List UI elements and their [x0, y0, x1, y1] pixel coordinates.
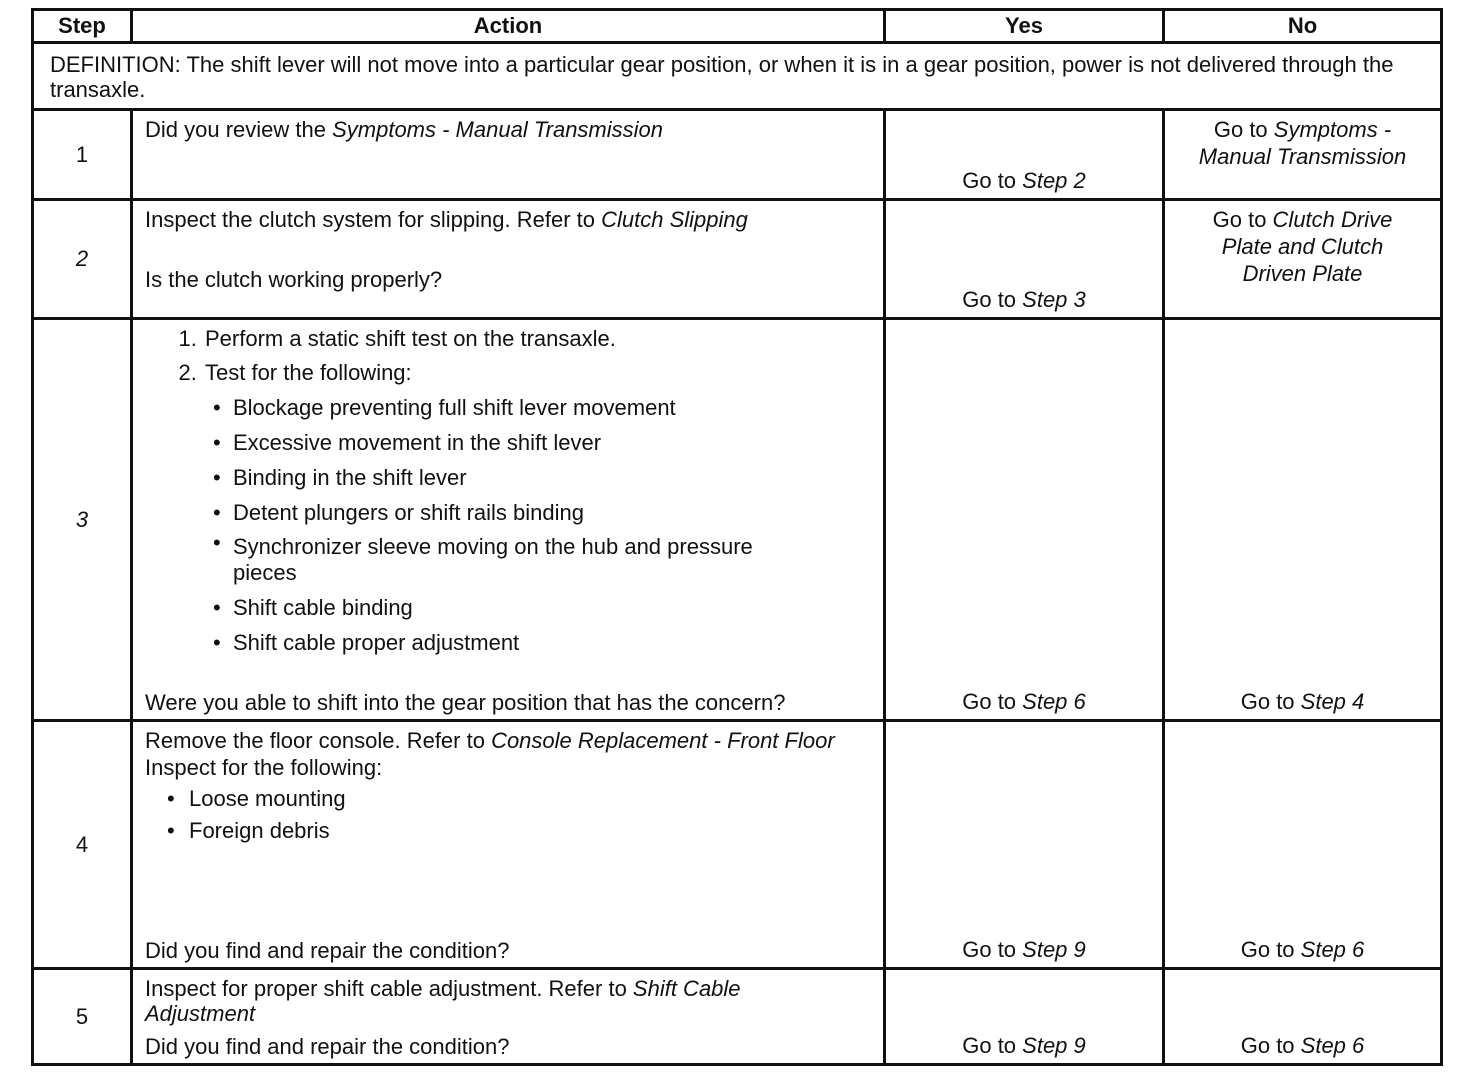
action-cell: [132, 319, 885, 721]
table-row: [33, 969, 1442, 1065]
header-step: Step: [33, 10, 132, 43]
step-number: 5: [33, 969, 132, 1065]
header-yes: Yes: [885, 10, 1164, 43]
step-number: 4: [33, 721, 132, 969]
no-link[interactable]: Step 6: [1300, 1033, 1365, 1058]
no-prefix: Go to: [1240, 937, 1301, 962]
yes-prefix: Go to: [962, 937, 1023, 962]
no-cell: [1164, 969, 1442, 1065]
definition-text: DEFINITION: The shift lever will not move into a particular gear position, or when it is in a gear position, power is not delivered through the transaxle.: [33, 43, 1442, 110]
yes-link[interactable]: Step 6: [1022, 689, 1086, 714]
no-link[interactable]: Step 4: [1300, 689, 1365, 714]
definition-row: [33, 43, 1442, 110]
list-item: • Shift cable proper adjustment: [213, 625, 871, 660]
action-reference[interactable]: Shift Cable Adjustment: [145, 976, 741, 1026]
list-item: • Excessive movement in the shift lever: [213, 425, 871, 460]
header-action: Action: [132, 10, 885, 43]
yes-cell: [885, 721, 1164, 969]
action-reference[interactable]: Console Replacement - Front Floor: [491, 728, 835, 753]
list-item: 2. Test for the following:: [203, 356, 871, 390]
action-text: Did you review the: [145, 117, 333, 142]
question-text: Did you find and repair the condition?: [145, 1034, 510, 1059]
list-item: • Blockage preventing full shift lever movement: [213, 390, 871, 425]
no-cell: [1164, 110, 1442, 200]
action-reference: Symptoms - Manual Transmission: [332, 117, 663, 142]
yes-link[interactable]: Step 9: [1022, 1033, 1086, 1058]
yes-prefix: Go to: [962, 168, 1023, 193]
yes-prefix: Go to: [962, 1033, 1023, 1058]
yes-prefix: Go to: [962, 287, 1023, 312]
header-row: [33, 10, 1442, 43]
table-row: [33, 110, 1442, 200]
step-number: 3: [75, 506, 89, 532]
no-link[interactable]: Step 6: [1300, 937, 1365, 962]
step-number: 1: [33, 110, 132, 200]
action-cell: [132, 110, 885, 200]
yes-link[interactable]: Step 9: [1022, 937, 1086, 962]
table-row: [33, 721, 1442, 969]
list-item: 1. Perform a static shift test on the transaxle.: [203, 322, 871, 356]
list-item: • Shift cable binding: [213, 590, 871, 625]
no-cell: [1164, 721, 1442, 969]
no-prefix: Go to: [1240, 1033, 1301, 1058]
list-item: • Synchronizer sleeve moving on the hub and pressure pieces: [213, 530, 871, 590]
action-cell: [132, 969, 885, 1065]
yes-cell: [885, 110, 1164, 200]
diagnostic-table: [31, 8, 1443, 1066]
yes-link[interactable]: Step 2: [1022, 168, 1086, 193]
no-cell: [1164, 319, 1442, 721]
question-text: Did you find and repair the condition?: [145, 938, 510, 963]
bullet-list: [145, 390, 871, 660]
yes-cell: [885, 200, 1164, 319]
no-prefix: Go to: [1213, 117, 1274, 142]
no-cell: [1164, 200, 1442, 319]
action-cell: [132, 200, 885, 319]
list-item: • Binding in the shift lever: [213, 460, 871, 495]
yes-prefix: Go to: [962, 689, 1023, 714]
no-prefix: Go to: [1240, 689, 1301, 714]
numbered-list: [145, 322, 871, 390]
step-number: 2: [75, 246, 89, 271]
question-text: Were you able to shift into the gear position that has the concern?: [145, 690, 786, 715]
yes-cell: [885, 319, 1164, 721]
list-item: • Foreign debris: [167, 815, 871, 847]
header-no: No: [1164, 10, 1442, 43]
inspect-text: Inspect for the following:: [145, 755, 383, 780]
list-item: • Loose mounting: [167, 783, 871, 815]
no-prefix: Go to: [1212, 207, 1273, 232]
table-row: [33, 200, 1442, 319]
action-text: Inspect the clutch system for slipping. Refer to: [145, 207, 602, 232]
yes-link[interactable]: Step 3: [1022, 287, 1086, 312]
action-cell: [132, 721, 885, 969]
no-link[interactable]: Symptoms - Manual Transmission: [1198, 117, 1407, 169]
question-text: Is the clutch working properly?: [145, 267, 443, 292]
no-link[interactable]: Clutch Drive Plate and Clutch Driven Plate: [1221, 207, 1393, 286]
action-text: Remove the floor console. Refer to: [145, 728, 492, 753]
bullet-list: [145, 783, 871, 847]
yes-cell: [885, 969, 1164, 1065]
action-reference[interactable]: Clutch Slipping: [601, 207, 748, 232]
table-row: [33, 319, 1442, 721]
list-item: • Detent plungers or shift rails binding: [213, 495, 871, 530]
action-text: Inspect for proper shift cable adjustment. Refer to: [145, 976, 633, 1001]
